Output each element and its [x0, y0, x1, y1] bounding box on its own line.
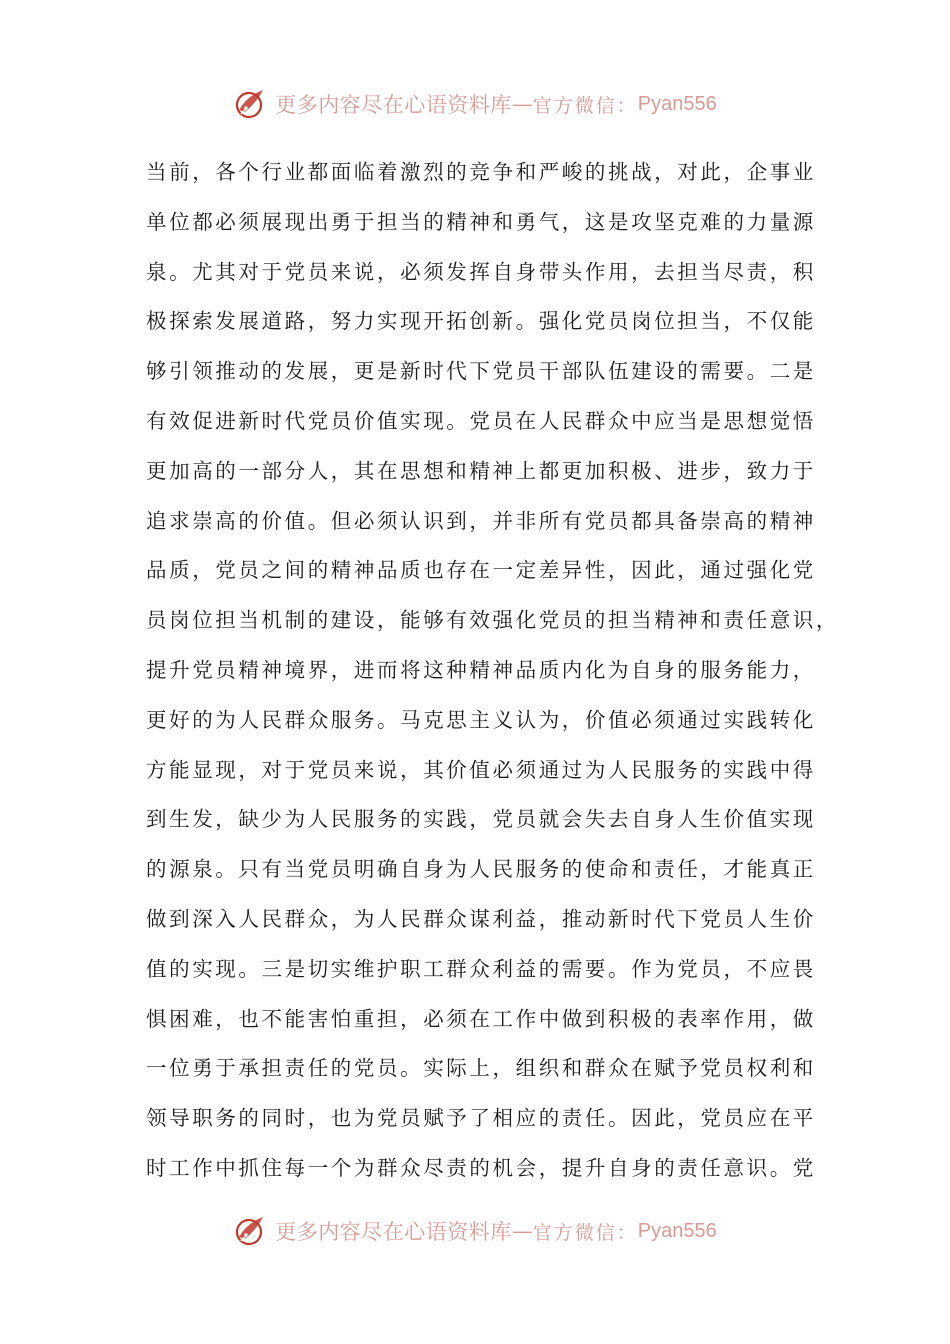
body-line: 的源泉。只有当党员明确自身为人民服务的使命和责任，才能真正 — [146, 857, 816, 882]
pen-nib-logo-icon — [233, 1213, 269, 1249]
header-banner — [0, 84, 950, 124]
body-line: 一位勇于承担责任的党员。实际上，组织和群众在赋予党员权利和 — [146, 1056, 816, 1081]
body-line: 时工作中抓住每一个为群众尽责的机会，提升自身的责任意识。党 — [146, 1155, 816, 1180]
body-line: 追求崇高的价值。但必须认识到，并非所有党员都具备崇高的精神 — [146, 508, 816, 533]
header-wechat-id: Pyan556 — [637, 92, 717, 115]
body-line: 方能显现，对于党员来说，其价值必须通过为人民服务的实践中得 — [146, 757, 816, 782]
body-line: 员岗位担当机制的建设，能够有效强化党员的担当精神和责任意识， — [146, 608, 839, 633]
header-wechat-label: 官方微信： — [532, 94, 638, 117]
body-line: 极探索发展道路，努力实现开拓创新。强化党员岗位担当，不仅能 — [146, 309, 816, 334]
body-line: 品质，党员之间的精神品质也存在一定差异性，因此，通过强化党 — [146, 558, 816, 583]
body-line: 有效促进新时代党员价值实现。党员在人民群众中应当是思想觉悟 — [146, 408, 816, 433]
body-line: 更加高的一部分人，其在思想和精神上都更加积极、进步，致力于 — [146, 458, 816, 483]
body-line: 当前，各个行业都面临着激烈的竞争和严峻的挑战，对此，企事业 — [146, 160, 816, 184]
footer-wechat-id: Pyan556 — [637, 1219, 717, 1242]
body-line: 惧困难，也不能害怕重担，必须在工作中做到积极的表率作用，做 — [146, 1006, 816, 1031]
header-title: 更多内容尽在心语资料库 — [275, 93, 512, 117]
footer-banner — [0, 1211, 950, 1251]
body-line: 提升党员精神境界，进而将这种精神品质内化为自身的服务能力， — [146, 657, 816, 682]
body-line: 更好的为人民群众服务。马克思主义认为，价值必须通过实践转化 — [146, 707, 816, 732]
header-separator: — — [511, 92, 533, 116]
body-line: 做到深入人民群众，为人民群众谋利益，推动新时代下党员人生价 — [146, 906, 816, 931]
document-body — [146, 148, 839, 1194]
pen-nib-logo-icon — [233, 86, 269, 122]
footer-separator: — — [511, 1219, 533, 1243]
body-line: 领导职务的同时，也为党员赋予了相应的责任。因此，党员应在平 — [146, 1106, 816, 1131]
body-line: 泉。尤其对于党员来说，必须发挥自身带头作用，去担当尽责，积 — [146, 259, 816, 284]
body-line: 单位都必须展现出勇于担当的精神和勇气，这是攻坚克难的力量源 — [146, 209, 816, 234]
footer-title: 更多内容尽在心语资料库 — [275, 1220, 512, 1244]
body-line: 值的实现。三是切实维护职工群众利益的需要。作为党员，不应畏 — [146, 956, 816, 981]
body-line: 到生发，缺少为人民服务的实践，党员就会失去自身人生价值实现 — [146, 807, 816, 832]
footer-wechat-label: 官方微信： — [532, 1221, 638, 1244]
body-line: 够引领推动的发展，更是新时代下党员干部队伍建设的需要。二是 — [146, 359, 816, 384]
